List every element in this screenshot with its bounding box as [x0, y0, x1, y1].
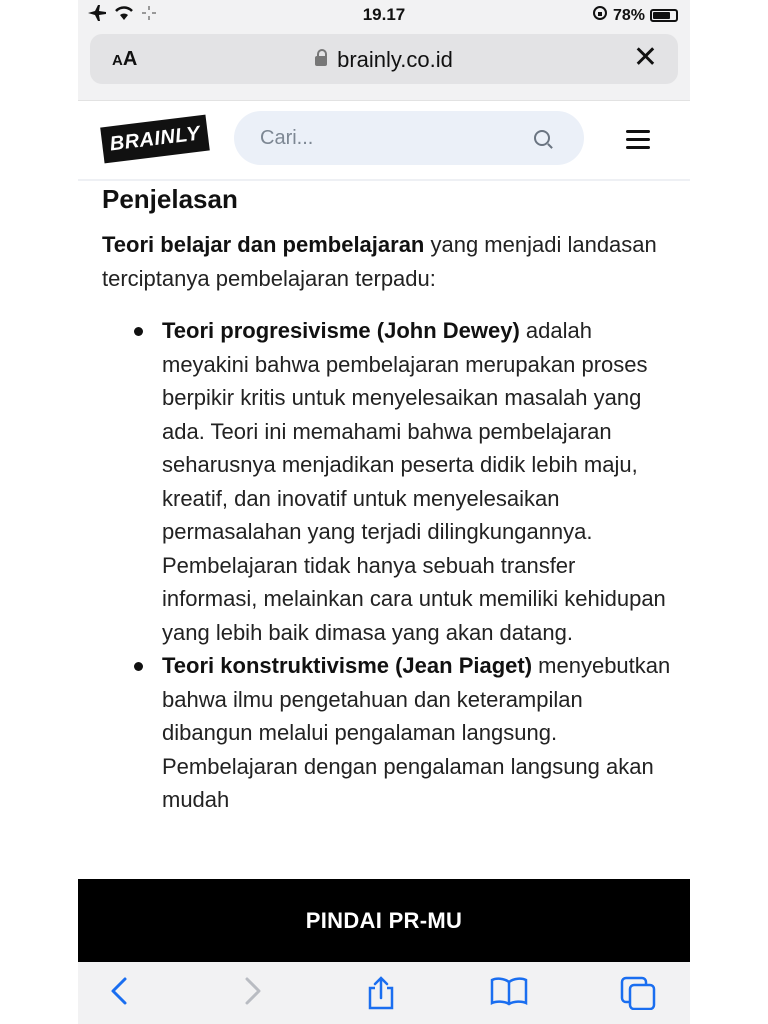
list-item-title: Teori progresivisme (John Dewey) — [162, 318, 520, 343]
rotation-lock-icon — [592, 5, 608, 26]
bookmarks-icon[interactable] — [490, 976, 528, 1012]
search-icon[interactable] — [534, 130, 550, 146]
site-header — [78, 101, 690, 181]
battery-fill — [653, 12, 670, 19]
battery-percent: 78% — [612, 6, 645, 24]
article-content — [102, 182, 672, 817]
scan-homework-button[interactable]: PINDAI PR-MU — [78, 879, 690, 962]
brainly-logo[interactable]: BRAINLY — [100, 115, 210, 164]
list-item-title: Teori konstruktivisme (Jean Piaget) — [162, 653, 533, 678]
url-field[interactable] — [90, 47, 678, 73]
text-size-button[interactable]: AA — [112, 48, 138, 70]
intro-paragraph — [102, 228, 672, 296]
status-icons-right — [592, 5, 678, 26]
browser-toolbar — [78, 962, 690, 1024]
share-icon[interactable] — [366, 976, 396, 1016]
list-item-text: adalah meyakini bahwa pembelajaran merupakan proses berpikir kritis untuk menyelesaikan masalah yang ada. Teori ini memahami bahwa pembelajaran seharusnya menjadikan peserta didik lebih maju, kreatif, dan inovatif untuk menyelesaikan permasalahan yang terjadi dilingkungannya. Pembelajaran tidak hanya sebuah transfer informasi, melainkan cara untuk memiliki kehidupan yang lebih baik dimasa yang akan datang. — [162, 318, 666, 645]
list-item — [162, 649, 672, 817]
address-bar[interactable] — [90, 34, 678, 84]
forward-icon[interactable] — [242, 976, 264, 1012]
list-item — [162, 314, 672, 649]
url-text: brainly.co.id — [337, 47, 453, 72]
hamburger-menu-icon[interactable] — [626, 130, 650, 154]
theory-list — [102, 314, 672, 817]
search-input[interactable] — [234, 111, 584, 165]
section-heading: Penjelasan — [102, 184, 238, 214]
search-placeholder: Cari... — [260, 127, 314, 149]
status-bar — [78, 0, 690, 30]
list-item-text: menyebutkan bahwa ilmu pengetahuan dan keterampilan dibangun melalui pengalaman langsung. Pembelajaran dengan pengalaman langsung akan mudah — [162, 653, 671, 812]
tabs-icon[interactable] — [620, 976, 656, 1016]
browser-address-area — [78, 30, 690, 101]
status-time: 19.17 — [362, 5, 406, 24]
close-button[interactable]: ✕ — [632, 41, 658, 74]
intro-bold: Teori belajar dan pembelajaran — [102, 232, 425, 257]
back-icon[interactable] — [108, 976, 130, 1012]
battery-icon — [650, 9, 678, 22]
intro-text: yang menjadi landasan terciptanya pembelajaran terpadu: — [102, 232, 657, 291]
phone-screen — [78, 0, 690, 1024]
lock-icon — [315, 56, 327, 66]
